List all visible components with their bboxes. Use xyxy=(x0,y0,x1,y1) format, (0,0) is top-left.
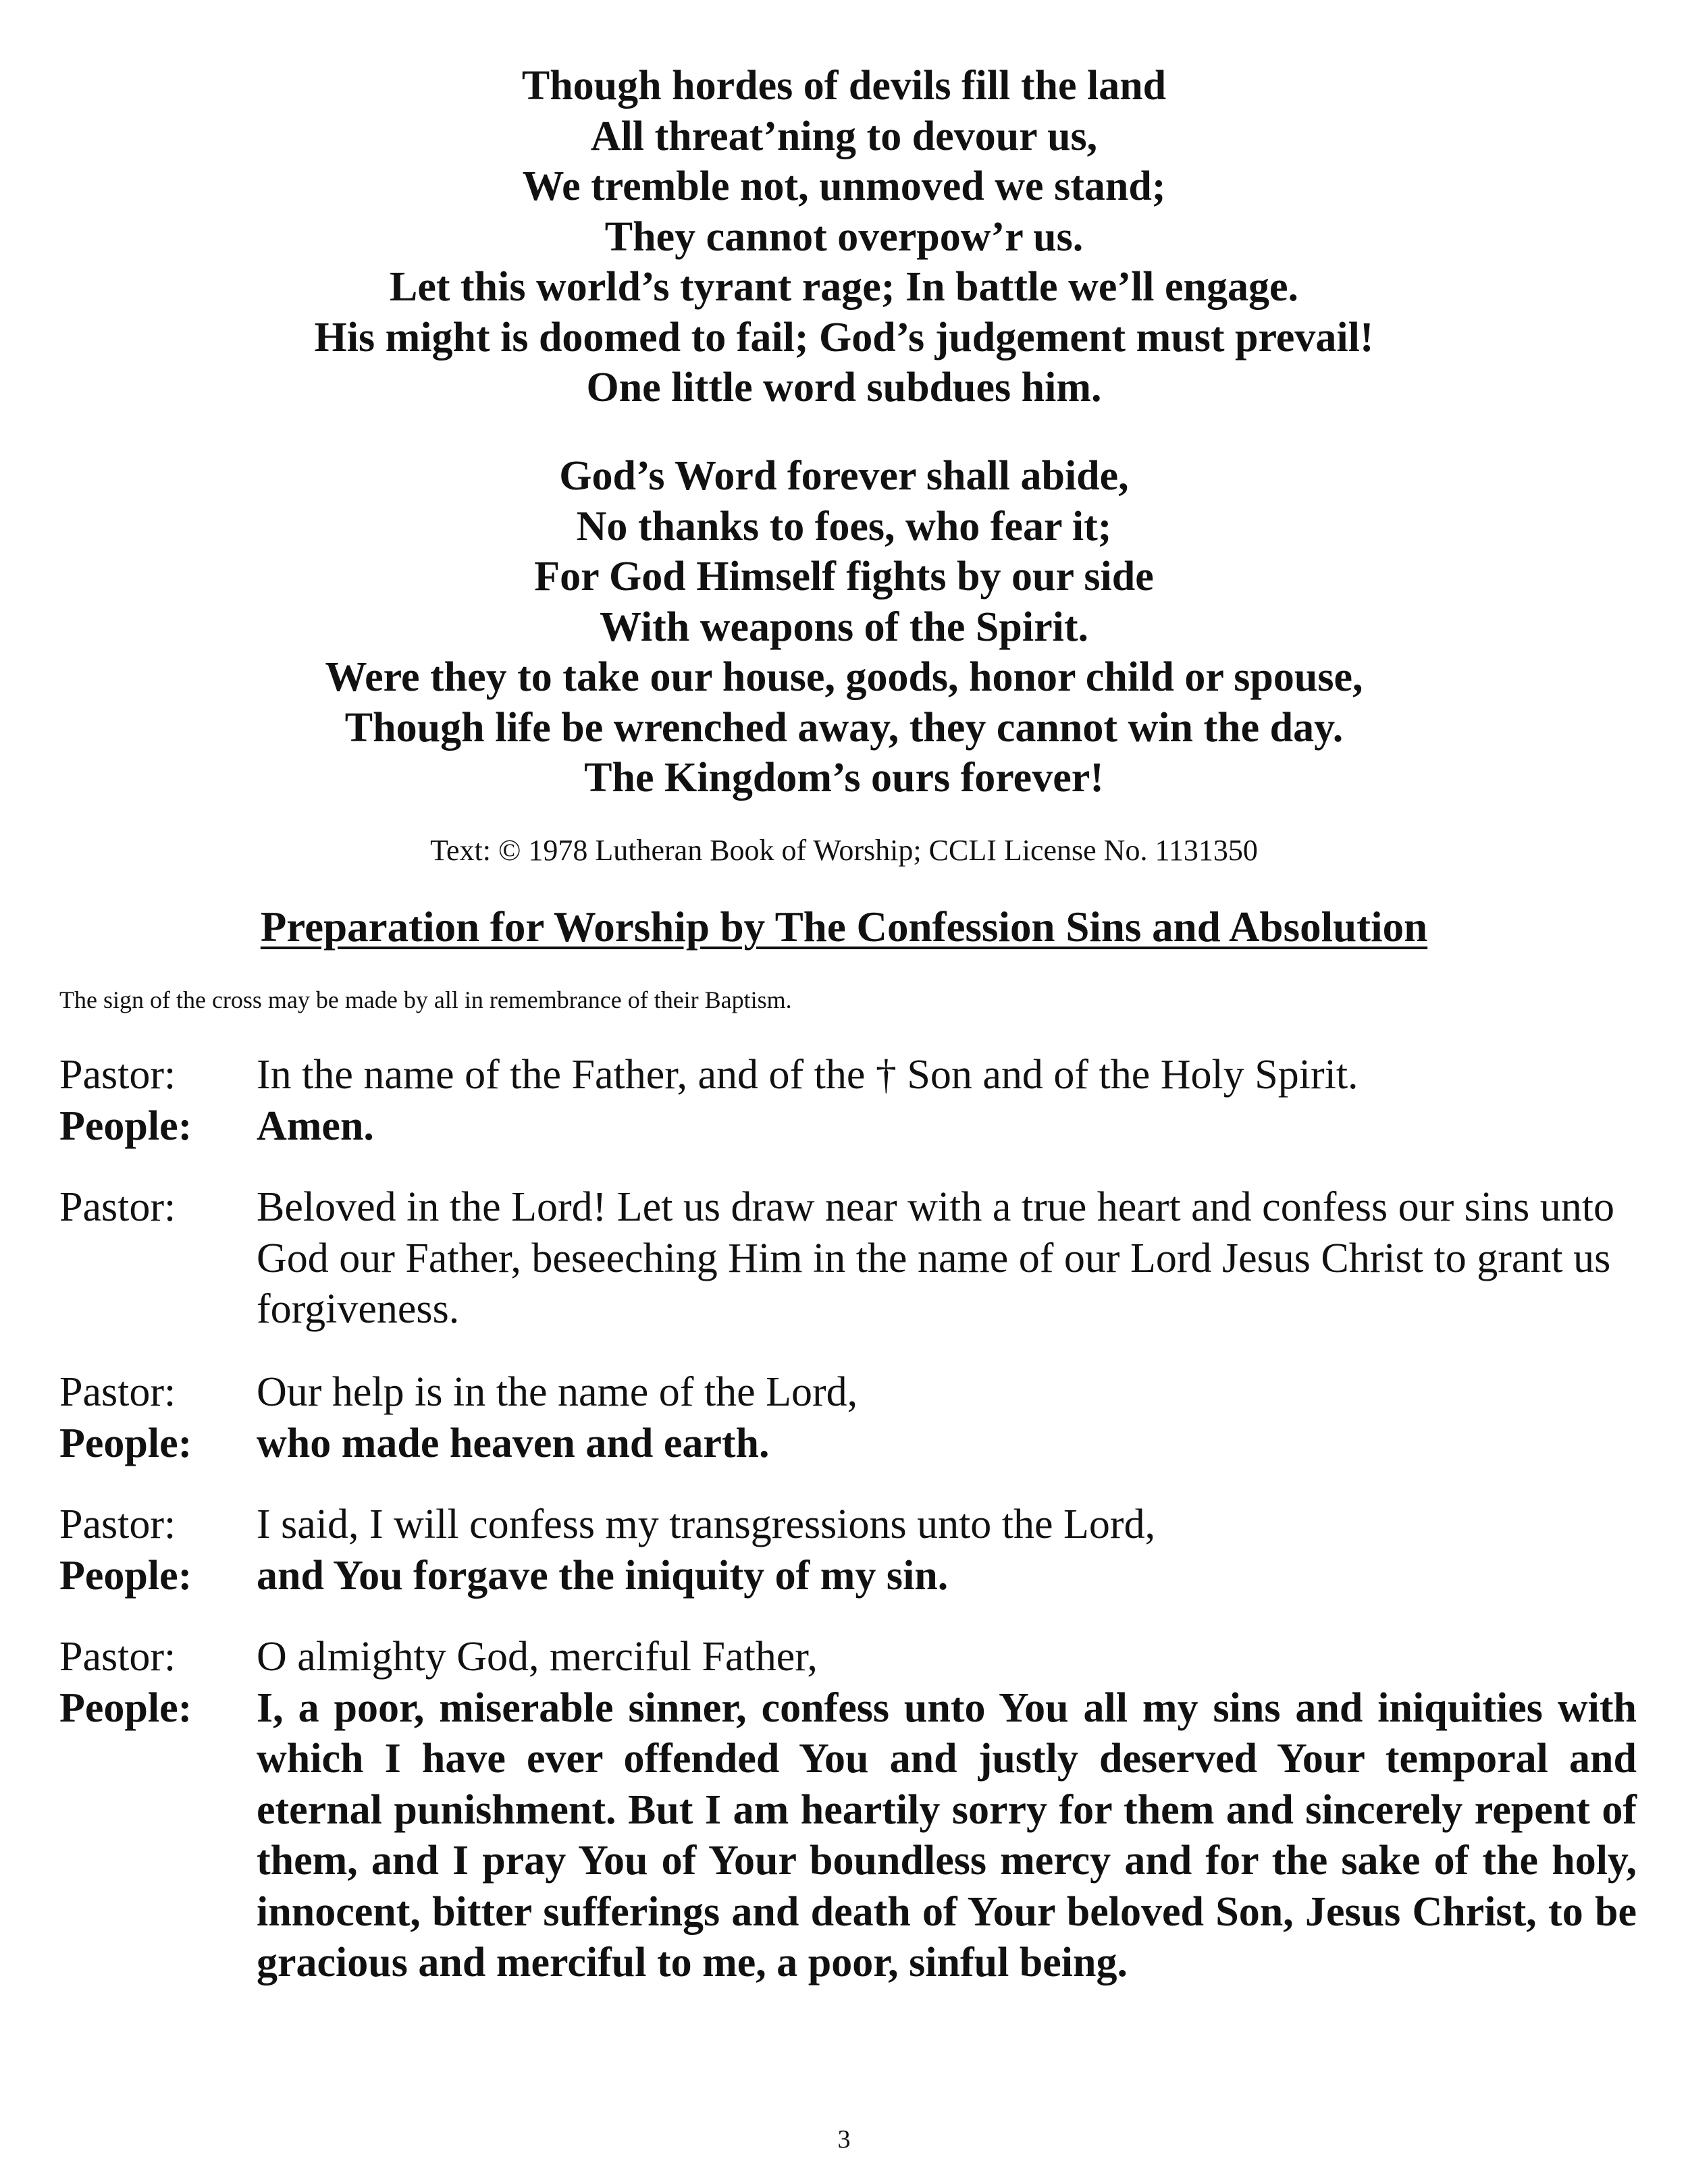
hymn-line: One little word subdues him. xyxy=(586,365,1102,410)
liturgy-exchange xyxy=(59,1499,1637,1601)
people-line xyxy=(59,1101,1637,1152)
hymn-stanza-2 xyxy=(0,451,1688,803)
speaker-label: Pastor: xyxy=(59,1052,176,1098)
people-line xyxy=(59,1418,1637,1470)
speaker-label: Pastor: xyxy=(59,1501,176,1547)
pastor-line xyxy=(59,1367,1637,1418)
pastor-text: I said, I will confess my transgressions unto the Lord, xyxy=(257,1501,1156,1547)
hymn-line: God’s Word forever shall abide, xyxy=(559,453,1129,499)
people-text: and You forgave the iniquity of my sin. xyxy=(257,1552,949,1599)
liturgy-exchange xyxy=(59,1050,1637,1152)
pastor-text: Beloved in the Lord! Let us draw near with a true heart and confess our sins unto God our Father, beseeching Him in the name of our Lord Jesus Christ to grant us forgiveness. xyxy=(257,1184,1614,1332)
speaker-label: Pastor: xyxy=(59,1184,176,1230)
speaker-label: Pastor: xyxy=(59,1634,176,1680)
pastor-text: Our help is in the name of the Lord, xyxy=(257,1369,858,1415)
people-line xyxy=(59,1551,1637,1602)
hymn-line: Let this world’s tyrant rage; In battle we’ll engage. xyxy=(390,264,1298,310)
hymn-line: With weapons of the Spirit. xyxy=(600,604,1088,650)
pastor-line xyxy=(59,1632,1637,1683)
hymn-line: No thanks to foes, who fear it; xyxy=(576,503,1112,550)
hymn-line: Were they to take our house, goods, honor child or spouse, xyxy=(325,654,1363,700)
people-line xyxy=(59,1683,1637,1989)
speaker-label: People: xyxy=(59,1102,192,1149)
hymn-line: Though life be wrenched away, they cannot win the day. xyxy=(344,704,1344,751)
hymn-line: We tremble not, unmoved we stand; xyxy=(522,163,1166,209)
page-number: 3 xyxy=(837,2125,851,2154)
liturgy-exchange xyxy=(59,1632,1637,1989)
pastor-line xyxy=(59,1182,1637,1335)
people-text: who made heaven and earth. xyxy=(257,1420,770,1466)
hymn-line: Though hordes of devils fill the land xyxy=(521,63,1167,109)
speaker-label: People: xyxy=(59,1552,192,1599)
speaker-label: People: xyxy=(59,1684,192,1731)
speaker-label: Pastor: xyxy=(59,1369,176,1415)
pastor-line xyxy=(59,1050,1637,1101)
people-text: Amen. xyxy=(257,1102,374,1149)
hymn-line: They cannot overpow’r us. xyxy=(604,213,1084,260)
hymn-line: The Kingdom’s ours forever! xyxy=(584,755,1104,801)
confession-text: I, a poor, miserable sinner, confess unto You all my sins and iniquities with which I have ever offended You and justly deserved Your temporal and eternal punishment. But I am heartily sorry for them and sincerely repent of them, and I pray You of Your boundless mercy and for the sake of the holy, innocent, bitter sufferings and death of Your beloved Son, Jesus Christ, to be gracious and merciful to me, a poor, sinful being. xyxy=(257,1684,1637,1986)
hymn-stanza-1 xyxy=(0,61,1688,413)
pastor-line xyxy=(59,1499,1637,1551)
hymn-line: All threat’ning to devour us, xyxy=(590,113,1098,159)
rubric-instruction: The sign of the cross may be made by all in remembrance of their Baptism. xyxy=(59,986,792,1013)
liturgy-exchange xyxy=(59,1182,1637,1335)
hymn-line: His might is doomed to fail; God’s judgement must prevail! xyxy=(314,314,1374,361)
pastor-text: In the name of the Father, and of the † Son and of the Holy Spirit. xyxy=(257,1052,1359,1098)
liturgy-exchange xyxy=(59,1367,1637,1469)
section-title: Preparation for Worship by The Confession Sins and Absolution xyxy=(260,903,1428,951)
hymn-credit: Text: © 1978 Lutheran Book of Worship; CCLI License No. 1131350 xyxy=(430,834,1258,867)
speaker-label: People: xyxy=(59,1420,192,1466)
hymn-line: For God Himself fights by our side xyxy=(534,554,1154,600)
pastor-text: O almighty God, merciful Father, xyxy=(257,1634,818,1680)
